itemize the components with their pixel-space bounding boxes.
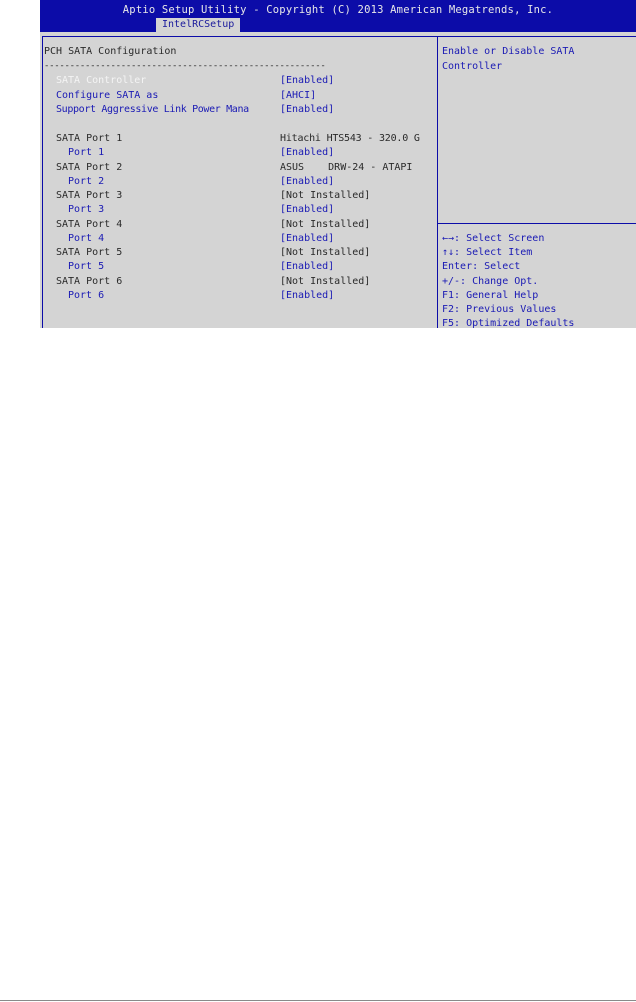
sata-port-status: [Not Installed] (280, 219, 371, 230)
option-value-aggressive-link-power[interactable]: [Enabled] (280, 104, 335, 115)
port-enable-label[interactable]: Port 1 (68, 147, 105, 158)
port-enable-value[interactable]: [Enabled] (280, 290, 335, 301)
port-enable-label[interactable]: Port 2 (68, 176, 105, 187)
port-enable-label[interactable]: Port 4 (68, 233, 105, 244)
sata-port-label: SATA Port 1 (56, 133, 123, 144)
sata-port-label: SATA Port 3 (56, 190, 123, 201)
help-description-line-1: Enable or Disable SATA (442, 46, 575, 57)
key-hint-enter-select: Enter: Select (442, 261, 521, 272)
option-value-configure-sata-as[interactable]: [AHCI] (280, 90, 317, 101)
sata-port-status: [Not Installed] (280, 247, 371, 258)
key-hint-previous-values: F2: Previous Values (442, 304, 557, 315)
port-enable-label[interactable]: Port 3 (68, 204, 105, 215)
option-label-sata-controller[interactable]: SATA Controller (56, 75, 147, 86)
page-heading: PCH SATA Configuration (44, 46, 177, 57)
app-title: Aptio Setup Utility - Copyright (C) 2013 American Megatrends, Inc. (122, 4, 554, 16)
port-enable-label[interactable]: Port 6 (68, 290, 105, 301)
option-label-configure-sata-as[interactable]: Configure SATA as (56, 90, 159, 101)
key-hint-change-opt: +/-: Change Opt. (442, 276, 539, 287)
header-bar (40, 0, 636, 32)
heading-separator: ------------------------------------------------------- (44, 61, 326, 71)
key-hint-general-help: F1: General Help (442, 290, 539, 301)
port-enable-label[interactable]: Port 5 (68, 261, 105, 272)
key-hint-select-item: ↑↓: Select Item (442, 247, 533, 258)
port-enable-value[interactable]: [Enabled] (280, 176, 335, 187)
sata-port-status: [Not Installed] (280, 190, 371, 201)
sata-port-status: ASUS DRW-24 - ATAPI (280, 162, 413, 173)
port-enable-value[interactable]: [Enabled] (280, 204, 335, 215)
option-value-sata-controller[interactable]: [Enabled] (280, 75, 335, 86)
sata-port-label: SATA Port 2 (56, 162, 123, 173)
help-description-line-2: Controller (442, 61, 503, 72)
sata-port-label: SATA Port 4 (56, 219, 123, 230)
sata-port-status: Hitachi HTS543 - 320.0 G (280, 133, 420, 144)
page-footer-rule (0, 1000, 636, 1001)
key-hint-optimized-defaults: F5: Optimized Defaults (442, 318, 575, 328)
sata-port-label: SATA Port 5 (56, 247, 123, 258)
option-label-aggressive-link-power[interactable]: Support Aggressive Link Power Mana (56, 104, 249, 115)
port-enable-value[interactable]: [Enabled] (280, 261, 335, 272)
port-enable-value[interactable]: [Enabled] (280, 147, 335, 158)
sata-port-label: SATA Port 6 (56, 276, 123, 287)
key-hint-select-screen: ←→: Select Screen (442, 233, 545, 244)
panel-divider (437, 36, 438, 328)
port-enable-value[interactable]: [Enabled] (280, 233, 335, 244)
help-separator (438, 223, 636, 224)
tab-intelrcsetup[interactable]: IntelRCSetup (156, 18, 240, 32)
bios-setup-window (40, 0, 636, 328)
sata-port-status: [Not Installed] (280, 276, 371, 287)
